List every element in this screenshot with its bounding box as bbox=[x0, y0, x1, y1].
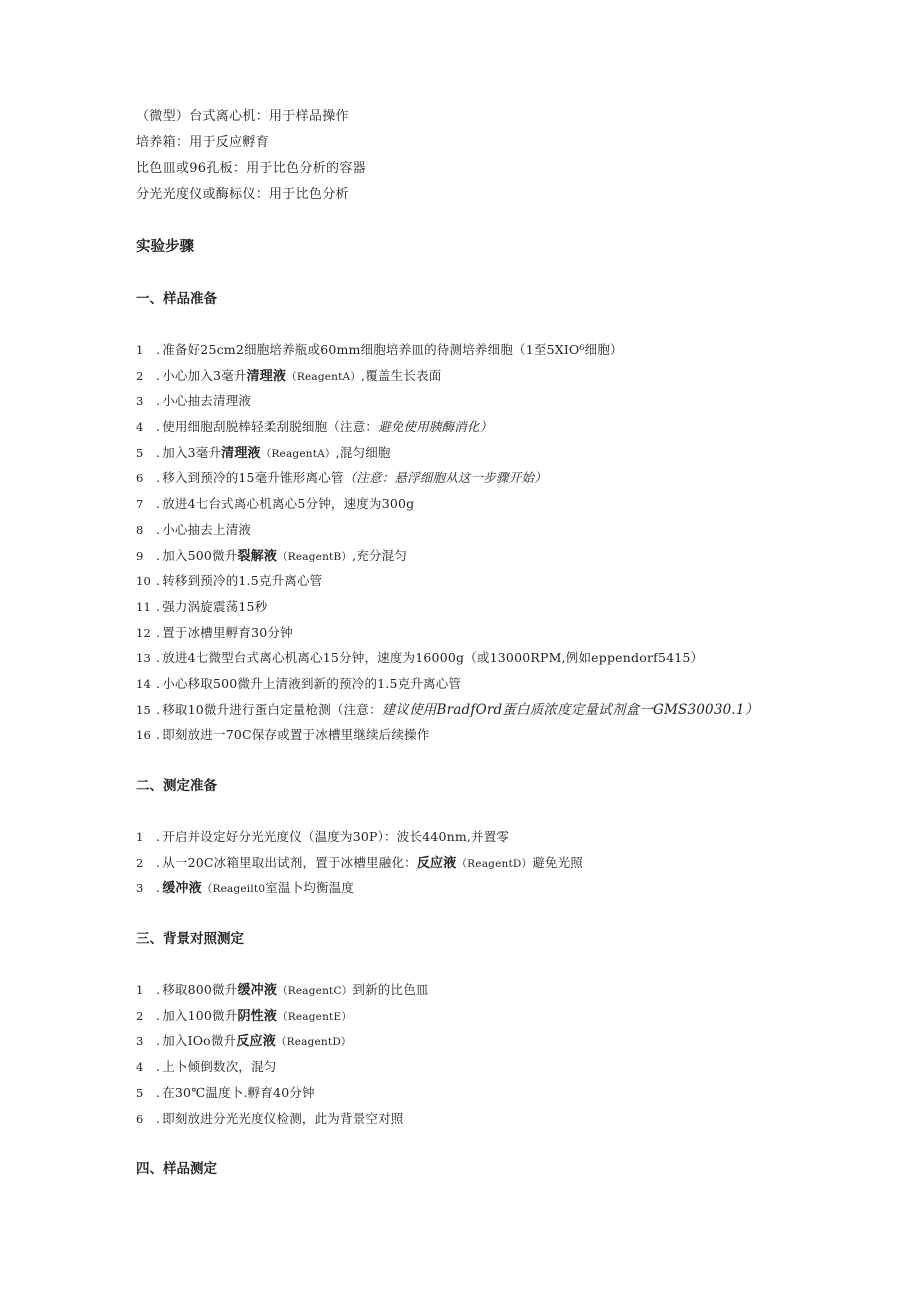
step-dot: . bbox=[156, 982, 161, 998]
step-dot: . bbox=[156, 701, 161, 717]
section-title: 三、背景对照测定 bbox=[136, 931, 244, 948]
step-text: 小心移取500微升上清液到新的预冷的1.5克升离心管 bbox=[162, 675, 462, 691]
reagent-name: 缓冲液 bbox=[162, 881, 202, 897]
step-item bbox=[136, 1054, 816, 1080]
step-number: 2 bbox=[136, 1008, 144, 1023]
step-number: 3 bbox=[136, 1034, 144, 1049]
step-text: 避免使用胰酶消化） bbox=[378, 419, 493, 435]
reagent-name: 反应液 bbox=[236, 1034, 276, 1050]
step-number: 7 bbox=[136, 497, 144, 512]
step-dot: . bbox=[156, 367, 161, 383]
step-text: 移取800微升 bbox=[162, 982, 238, 998]
step-text: ,覆盖生长表面 bbox=[361, 367, 442, 383]
step-item bbox=[136, 543, 816, 569]
step-dot: . bbox=[156, 598, 161, 614]
step-dot: . bbox=[156, 393, 161, 409]
step-text: 即刻放进一70C保存或置于冰槽里继续后续操作 bbox=[162, 727, 430, 743]
step-item bbox=[136, 1080, 816, 1106]
step-number: 10 bbox=[136, 574, 152, 589]
step-list bbox=[136, 337, 816, 748]
step-dot: . bbox=[156, 419, 161, 435]
reagent-name: 裂解液 bbox=[237, 548, 278, 564]
step-number: 5 bbox=[136, 1085, 144, 1100]
step-text: 加入500微升 bbox=[162, 547, 238, 563]
step-item bbox=[136, 517, 816, 543]
step-text: 移取10微升进行蛋白定量枪测（注意： bbox=[162, 701, 382, 717]
step-text: 转移到预冷的1.5克升离心管 bbox=[162, 573, 323, 589]
reagent-code: （Reageilt0 bbox=[201, 883, 266, 896]
step-item bbox=[136, 491, 816, 517]
step-text: 建议使用BradfOrd蛋白质浓度定量试剂盒一GMS30030.1） bbox=[381, 701, 759, 718]
step-text: 移入到预冷的15毫升锥形离心管 bbox=[162, 470, 344, 486]
step-dot: . bbox=[156, 675, 161, 691]
step-dot: . bbox=[156, 880, 161, 896]
step-text: 强力涡旋震荡15秒 bbox=[162, 598, 268, 614]
step-dot: . bbox=[156, 1007, 161, 1023]
step-item bbox=[136, 645, 816, 671]
step-number: 1 bbox=[136, 983, 144, 998]
step-text: 小心加入3毫升 bbox=[162, 367, 247, 383]
step-number: 15 bbox=[136, 702, 152, 717]
step-text: 小心抽去上清液 bbox=[162, 521, 252, 537]
step-text: 到新的比色皿 bbox=[352, 982, 429, 998]
step-dot: . bbox=[156, 1033, 161, 1049]
step-item bbox=[136, 1003, 816, 1029]
step-item bbox=[136, 1028, 816, 1054]
step-dot: . bbox=[156, 342, 161, 357]
step-dot: . bbox=[156, 829, 161, 844]
step-number: 14 bbox=[136, 676, 152, 691]
step-number: 6 bbox=[136, 1111, 144, 1126]
equipment-item: 比色皿或96孔板：用于比色分析的容器 bbox=[136, 161, 366, 176]
reagent-name: 反应液 bbox=[416, 855, 457, 871]
step-text: 加入IOo微升 bbox=[162, 1033, 237, 1049]
reagent-code: （ReagentD） bbox=[275, 1036, 352, 1049]
reagent-code: （ReagentA） bbox=[260, 447, 336, 460]
reagent-name: 阴性液 bbox=[237, 1008, 278, 1024]
step-number: 2 bbox=[136, 855, 144, 870]
step-item bbox=[136, 824, 816, 850]
step-dot: . bbox=[156, 547, 161, 563]
step-text: 放进4七微型台式离心机离心15分钟，速度为16000g（或13000RPM,例如eppendorf5415） bbox=[162, 650, 704, 666]
step-item bbox=[136, 440, 816, 466]
reagent-name: 缓冲液 bbox=[237, 983, 278, 999]
step-item bbox=[136, 363, 816, 389]
step-number: 5 bbox=[136, 445, 144, 460]
step-number: 4 bbox=[136, 420, 144, 435]
step-item bbox=[136, 414, 816, 440]
step-dot: . bbox=[156, 573, 161, 589]
step-text: 避免光照 bbox=[532, 854, 583, 870]
step-text: ,充分混匀 bbox=[352, 547, 408, 563]
step-number: 6 bbox=[136, 471, 144, 486]
equipment-item: （微型）台式离心机：用于样品操作 bbox=[136, 109, 349, 124]
step-item bbox=[136, 850, 816, 876]
step-number: 12 bbox=[136, 625, 152, 640]
step-text: 使用细胞刮脱棒轻柔刮脱细胞（注意： bbox=[162, 419, 379, 435]
section-title: 二、测定准备 bbox=[136, 778, 217, 794]
step-text: 开启并设定好分光光度仪（温度为30P）：波长440nm,并置零 bbox=[162, 829, 510, 844]
step-text: 小心抽去清理液 bbox=[162, 393, 252, 409]
equipment-item: 分光光度仪或酶标仪：用于比色分析 bbox=[136, 187, 349, 202]
step-dot: . bbox=[156, 1059, 161, 1075]
step-list bbox=[136, 824, 816, 901]
step-text: ,混匀细胞 bbox=[335, 444, 391, 460]
step-text: 准备好25cm2细胞培养瓶或60mm细胞培养皿的待测培养细胞（1至5XIO⁶细胞） bbox=[162, 342, 623, 357]
step-item bbox=[136, 722, 816, 748]
step-item bbox=[136, 875, 816, 901]
step-dot: . bbox=[156, 727, 161, 743]
step-number: 3 bbox=[136, 394, 144, 409]
step-text: 加入100微升 bbox=[162, 1007, 238, 1023]
step-text: 加入3毫升 bbox=[162, 444, 222, 460]
step-number: 1 bbox=[136, 830, 144, 844]
step-number: 11 bbox=[136, 599, 152, 614]
step-dot: . bbox=[156, 521, 161, 537]
step-item bbox=[136, 620, 816, 646]
step-dot: . bbox=[156, 1110, 161, 1126]
step-item bbox=[136, 671, 816, 697]
step-number: 2 bbox=[136, 368, 144, 383]
step-number: 3 bbox=[136, 881, 144, 896]
step-list bbox=[136, 977, 816, 1131]
section-title: 四、样品测定 bbox=[136, 1161, 217, 1178]
equipment-list bbox=[136, 104, 816, 208]
step-number: 9 bbox=[136, 548, 144, 563]
step-dot: . bbox=[156, 496, 161, 512]
section-title: 一、样品准备 bbox=[136, 291, 217, 307]
step-dot: . bbox=[156, 650, 161, 666]
step-text: 室温卜均衡温度 bbox=[265, 880, 355, 896]
reagent-name: 清理液 bbox=[246, 368, 287, 384]
step-number: 16 bbox=[136, 728, 152, 743]
step-number: 4 bbox=[136, 1060, 144, 1075]
step-item bbox=[136, 594, 816, 620]
reagent-code: （ReagentB） bbox=[277, 550, 353, 563]
reagent-name: 清理液 bbox=[221, 445, 261, 461]
step-text: 即刻放进分光光度仪检测，此为背景空对照 bbox=[162, 1110, 404, 1126]
step-item bbox=[136, 465, 816, 491]
step-text: （注意：悬浮细胞从这一步骤开始） bbox=[343, 470, 547, 486]
step-text: 在30℃温度卜.孵育40分钟 bbox=[162, 1084, 315, 1100]
step-dot: . bbox=[156, 470, 161, 486]
step-item bbox=[136, 1106, 816, 1132]
step-item bbox=[136, 337, 816, 363]
step-dot: . bbox=[156, 444, 161, 460]
reagent-code: （ReagentA） bbox=[286, 370, 362, 383]
equipment-item: 培养箱：用于反应孵育 bbox=[136, 135, 270, 150]
reagent-code: （ReagentC） bbox=[277, 985, 353, 998]
step-number: 1 bbox=[136, 343, 144, 357]
step-number: 8 bbox=[136, 522, 144, 537]
step-text: 置于冰槽里孵育30分钟 bbox=[162, 624, 293, 640]
step-dot: . bbox=[156, 854, 161, 870]
document-page bbox=[136, 104, 816, 1182]
step-dot: . bbox=[156, 624, 161, 640]
step-item bbox=[136, 388, 816, 414]
step-item bbox=[136, 568, 816, 594]
step-text: 上卜倾倒数次，混匀 bbox=[162, 1059, 277, 1075]
step-dot: . bbox=[156, 1084, 161, 1100]
procedure-title: 实验步骤 bbox=[136, 239, 194, 255]
step-text: 从一20C冰箱里取出试剂，置于冰槽里融化： bbox=[162, 854, 417, 870]
step-item bbox=[136, 697, 816, 723]
step-item bbox=[136, 977, 816, 1003]
reagent-code: （ReagentE） bbox=[277, 1010, 353, 1023]
step-text: 放进4七台式离心机离心5分钟，速度为300g bbox=[162, 496, 415, 512]
reagent-code: （ReagentD） bbox=[456, 857, 533, 870]
step-number: 13 bbox=[136, 651, 152, 666]
